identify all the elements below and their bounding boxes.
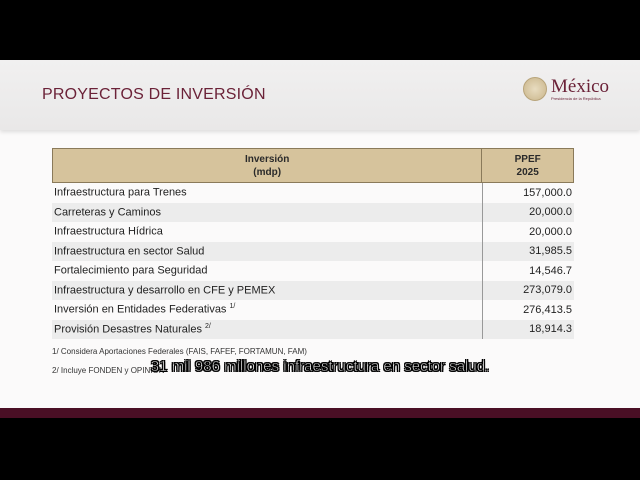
row-label: Fortalecimiento para Seguridad bbox=[54, 265, 208, 278]
row-value: 18,914.3 bbox=[482, 320, 574, 340]
header-ppef: PPEF 2025 bbox=[481, 149, 573, 182]
row-label: Infraestructura en sector Salud bbox=[54, 245, 205, 258]
row-value: 14,546.7 bbox=[482, 261, 574, 281]
table-row bbox=[52, 300, 574, 320]
row-label: Inversión en Entidades Federativas $^{1/}$ bbox=[54, 303, 236, 317]
table-row bbox=[52, 222, 574, 242]
slide-title: PROYECTOS DE INVERSIÓN bbox=[42, 86, 266, 103]
row-value: 20,000.0 bbox=[482, 203, 574, 223]
footnote-1: 1/ Considera Aportaciones Federales (FAIS, FAFEF, FORTAMUN, FAM) bbox=[52, 347, 307, 356]
video-subtitle: 31 mil 986 millones infraestructura en sector salud. bbox=[150, 358, 490, 375]
row-label: Infraestructura y desarrollo en CFE y PEMEX bbox=[54, 284, 276, 297]
logo-sub: Presidencia de la República bbox=[551, 95, 601, 101]
table-header bbox=[52, 148, 574, 183]
table-row bbox=[52, 261, 574, 281]
table-row bbox=[52, 320, 574, 340]
mexico-logo bbox=[523, 77, 609, 101]
logo-main: México bbox=[551, 75, 610, 97]
row-value: 276,413.5 bbox=[482, 300, 574, 320]
row-label: Provisión Desastres Naturales $^{2/}$ bbox=[54, 322, 211, 336]
table-row bbox=[52, 281, 574, 301]
row-value: 157,000.0 bbox=[482, 183, 574, 203]
row-value: 273,079.0 bbox=[482, 281, 574, 301]
investment-table bbox=[52, 148, 574, 339]
table-row bbox=[52, 203, 574, 223]
row-label: Carreteras y Caminos bbox=[54, 206, 161, 219]
row-value: 31,985.5 bbox=[482, 242, 574, 262]
row-label: Infraestructura Hídrica bbox=[54, 226, 163, 239]
row-label: Infraestructura para Trenes bbox=[54, 187, 187, 200]
row-value: 20,000.0 bbox=[482, 222, 574, 242]
table-row bbox=[52, 242, 574, 262]
seal-icon bbox=[523, 77, 547, 101]
footnote-2: 2/ Incluye FONDEN y OPINION bbox=[52, 366, 165, 375]
table-row bbox=[52, 183, 574, 203]
footer-bar bbox=[0, 408, 640, 418]
header-inversion: Inversión (mdp) bbox=[244, 153, 290, 178]
slide-header bbox=[0, 60, 640, 130]
